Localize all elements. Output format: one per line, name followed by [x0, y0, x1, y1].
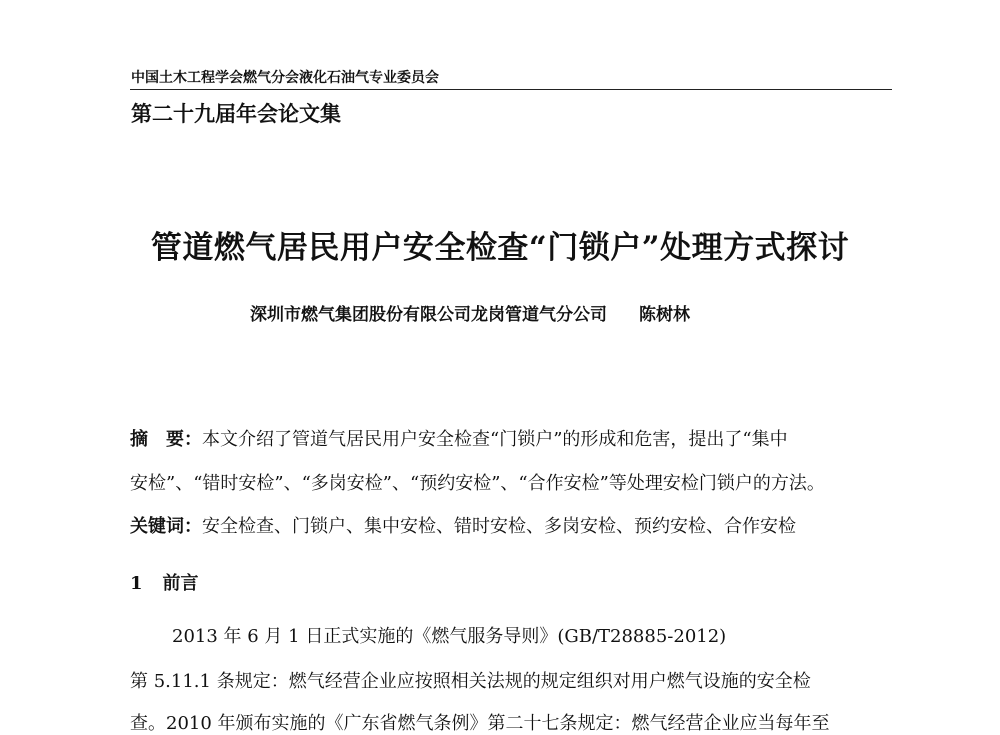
- affiliation: 深圳市燃气集团股份有限公司龙岗管道气分公司: [250, 305, 607, 325]
- paragraph-line-2: 第 5.11.1 条规定：燃气经营企业应按照相关法规的规定组织对用户燃气设施的安全检: [130, 671, 811, 692]
- abstract-label: 摘 要：: [130, 429, 202, 450]
- author-line: [250, 300, 690, 325]
- abstract-line-1: [130, 431, 788, 449]
- paper-title: 管道燃气居民用户安全检查“门锁户”处理方式探讨: [150, 230, 850, 266]
- section-number: 1: [130, 573, 143, 594]
- header-collection: 第二十九届年会论文集: [131, 101, 341, 126]
- keywords-line: [130, 518, 796, 536]
- keywords-label: 关键词：: [130, 516, 202, 537]
- section-title: 前言: [162, 573, 199, 594]
- abstract-text-1: 本文介绍了管道气居民用户安全检查“门锁户”的形成和危害，提出了“集中: [202, 429, 788, 450]
- header-organization: 中国土木工程学会燃气分会液化石油气专业委员会: [131, 70, 439, 86]
- section-heading: [130, 575, 199, 593]
- paragraph-line-3: 查。2010 年颁布实施的《广东省燃气条例》第二十七条规定：燃气经营企业应当每年至: [130, 713, 830, 734]
- paragraph-line-1: 2013 年 6 月 1 日正式实施的《燃气服务导则》(GB/T28885-2012): [172, 626, 727, 647]
- abstract-line-2: 安检”、“错时安检”、“多岗安检”、“预约安检”、“合作安检”等处理安检门锁户的方法。: [130, 473, 825, 494]
- header-rule: [130, 89, 892, 90]
- author-name: 陈树林: [639, 305, 690, 325]
- keywords-text: 安全检查、门锁户、集中安检、错时安检、多岗安检、预约安检、合作安检: [202, 516, 796, 537]
